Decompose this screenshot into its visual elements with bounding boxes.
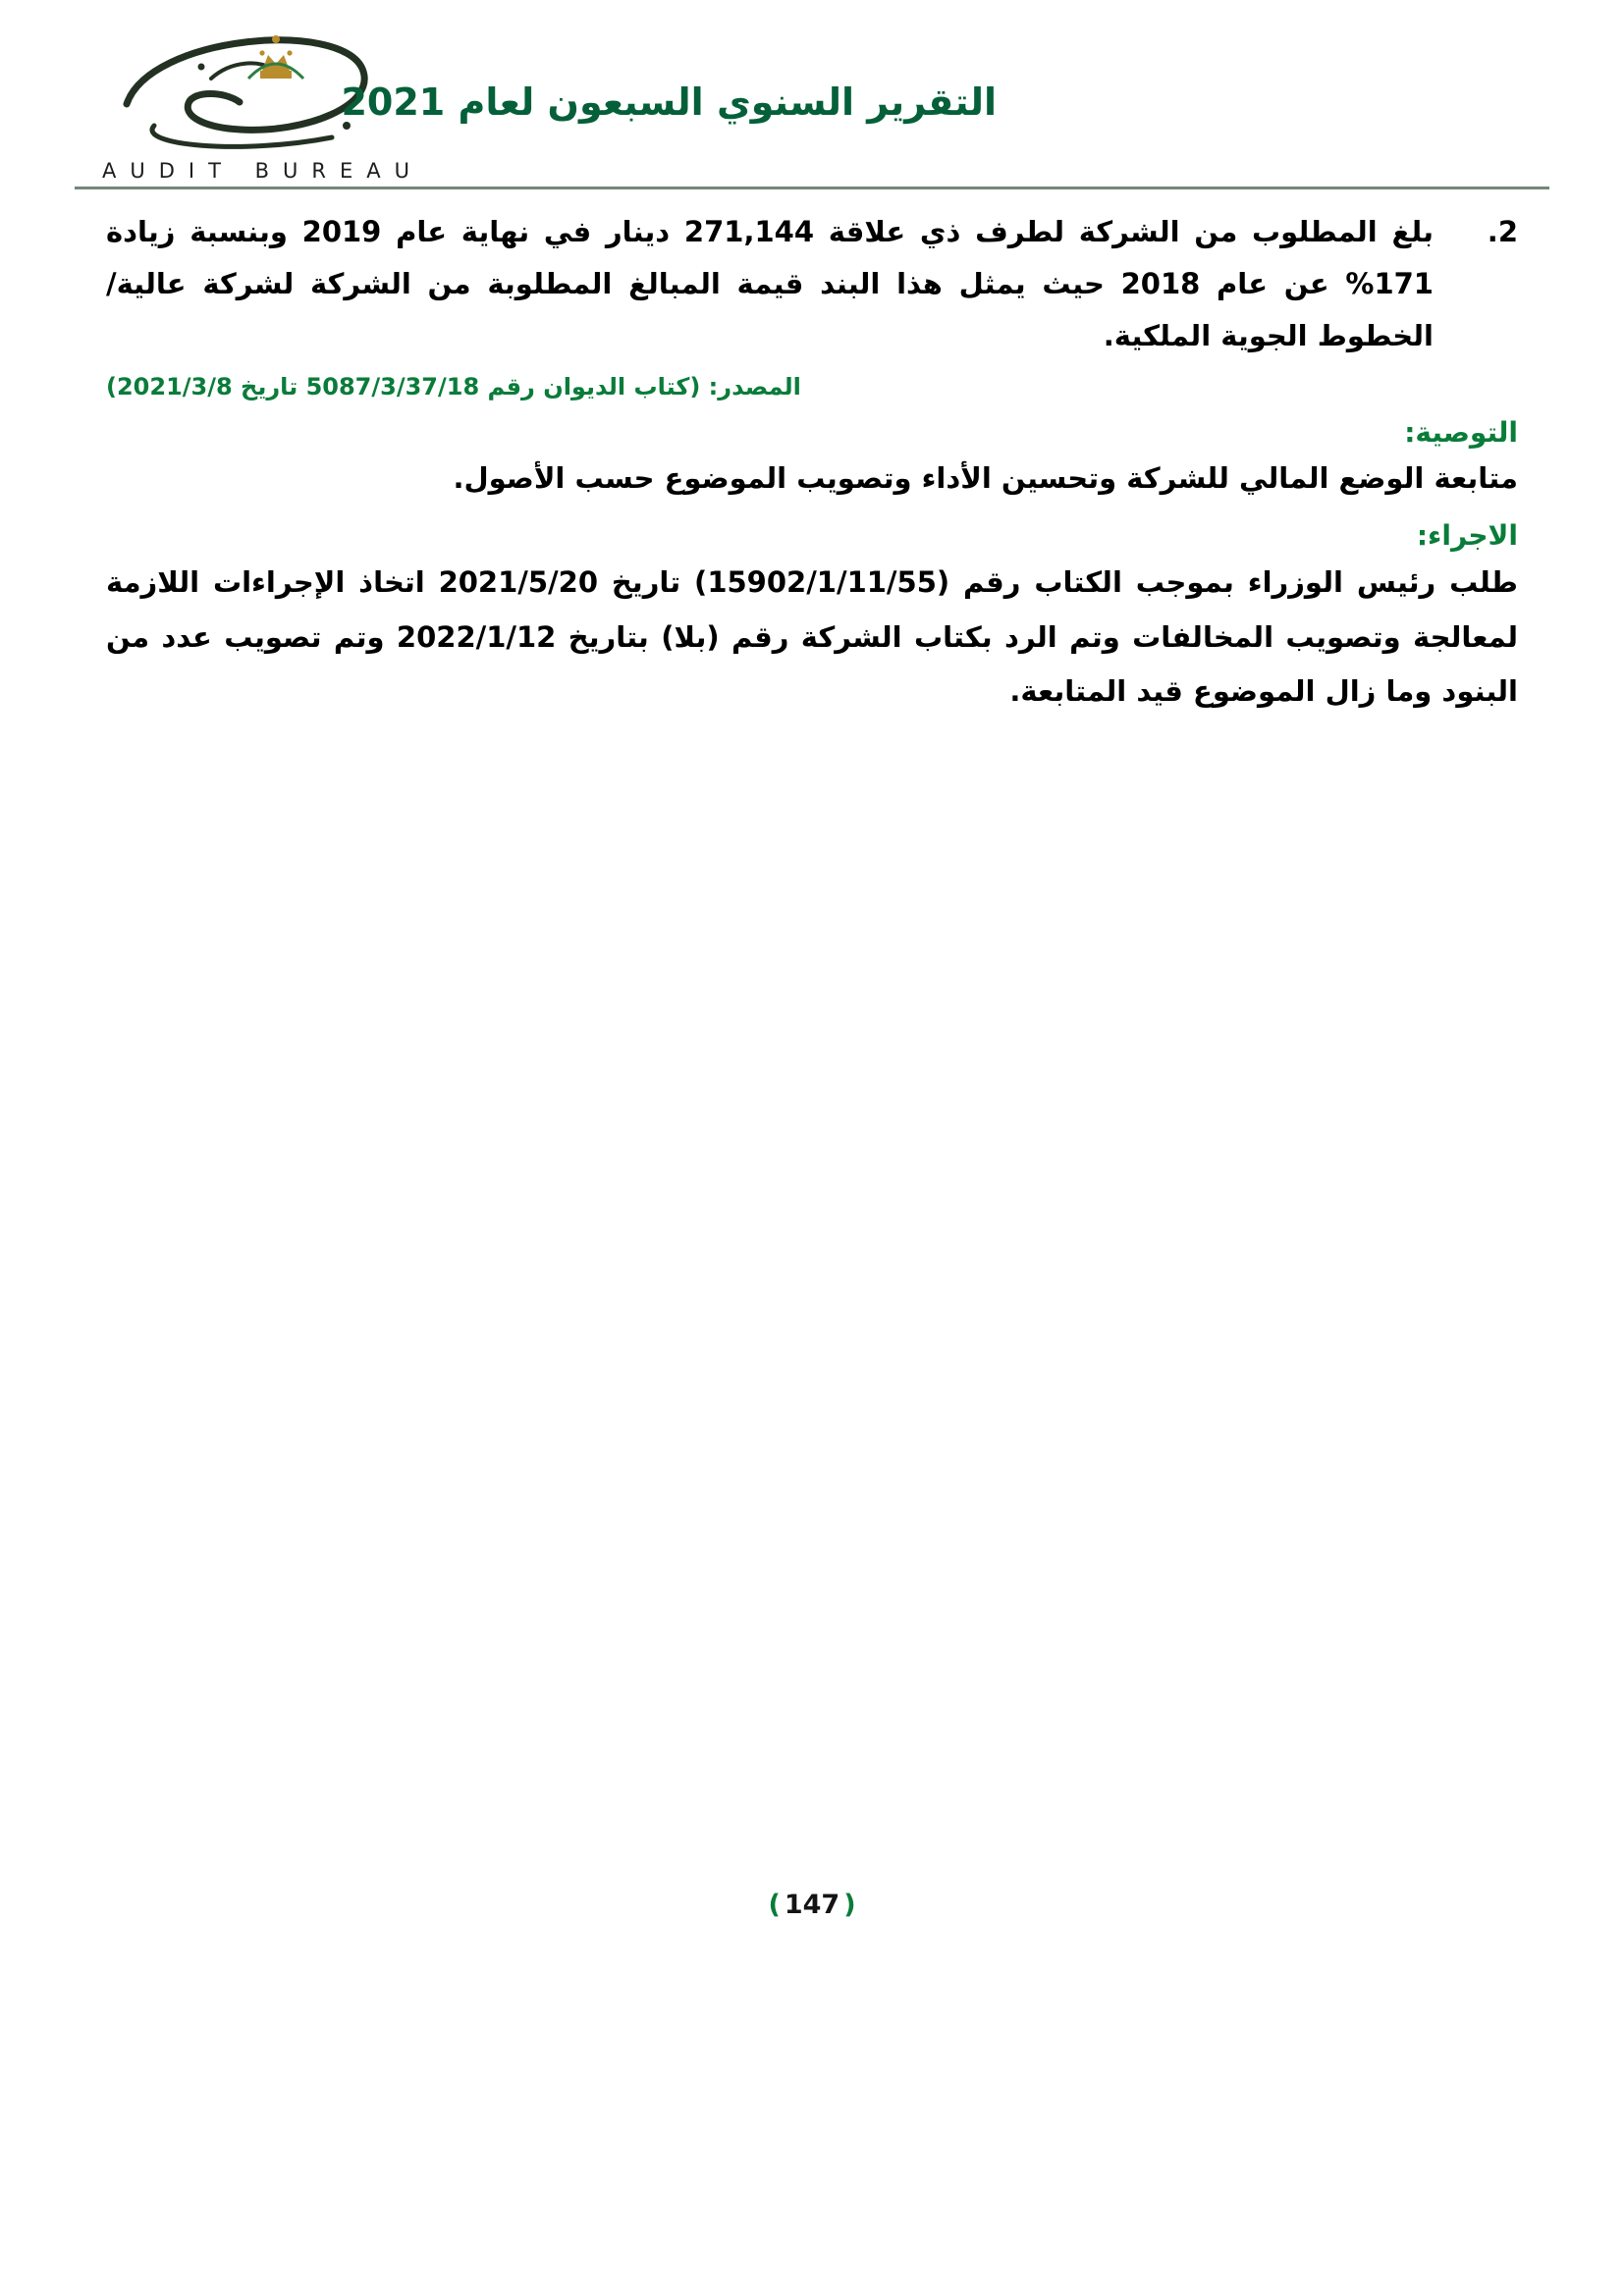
page-number-paren-close: ) (768, 1890, 781, 1920)
source-line: المصدر: (كتاب الديوان رقم 5087/3/37/18 تاريخ 2021/3/8) (106, 373, 801, 401)
page-number-paren-open: ( (843, 1890, 856, 1920)
recommendation-heading: التوصية: (1404, 416, 1518, 450)
action-text: طلب رئيس الوزراء بموجب الكتاب رقم (15902/1/11/55) تاريخ 2021/5/20 اتخاذ الإجراءات اللازمة لمعالجة وتصويب المخالفات وتم الرد بكتاب الشركة رقم (بلا) بتاريخ 2022/1/12 وتم تصويب عدد من البنود وما زال الموضوع قيد المتابعة. (106, 565, 1518, 708)
numbered-item (106, 206, 1518, 361)
item-paragraph: بلغ المطلوب من الشركة لطرف ذي علاقة 271,144 دينار في نهاية عام 2019 وبنسبة زيادة 171% عن عام 2018 حيث يمثل هذا البند قيمة المبالغ المطلوبة من الشركة لشركة عالية/ الخطوط الجوية الملكية. (106, 215, 1434, 352)
logo-latin-text: AUDIT BUREAU (102, 159, 423, 183)
page-number: 147 (784, 1890, 840, 1920)
page-footer (0, 1890, 1624, 1920)
recommendation-text: متابعة الوضع المالي للشركة وتحسين الأداء وتصويب الموضوع حسب الأصول. (453, 461, 1518, 496)
action-heading: الاجراء: (1416, 519, 1518, 553)
header-divider (75, 187, 1549, 189)
body-content (106, 206, 1518, 719)
report-title: التقرير السنوي السبعون لعام 2021 (341, 80, 997, 124)
item-number: 2. (1487, 215, 1518, 248)
